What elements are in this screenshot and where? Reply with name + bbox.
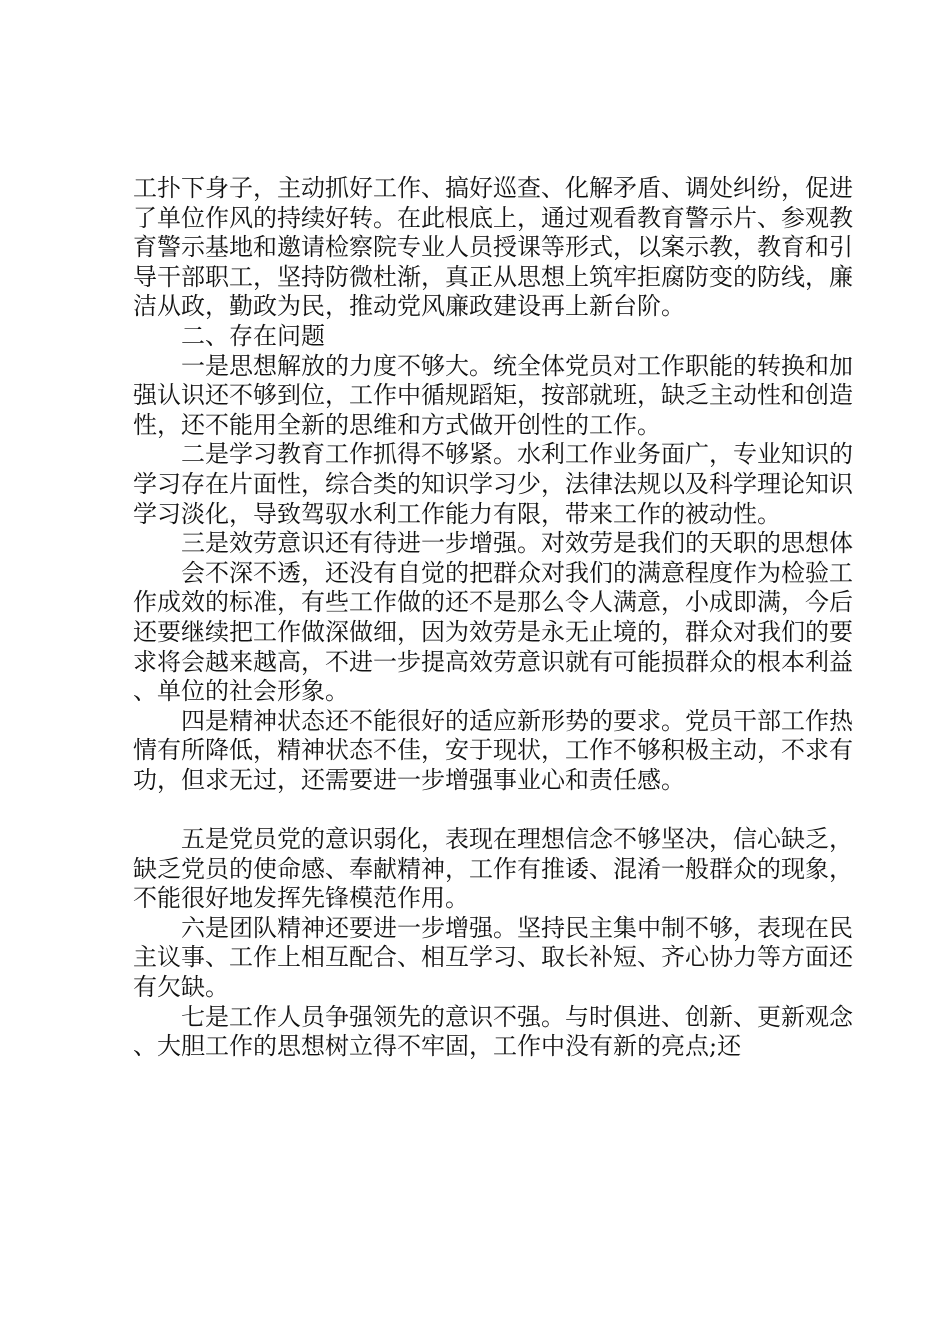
paragraph-problem-2: 二是学习教育工作抓得不够紧。水利工作业务面广，专业知识的学习存在片面性，综合类的知识学习少，法律法规以及科学理论知识学习淡化，导致驾驭水利工作能力有限，带来工作的被动性。 [133,440,853,528]
document-body [133,174,853,1062]
paragraph-spacer [133,795,853,825]
paragraph-problem-1: 一是思想解放的力度不够大。统全体党员对工作职能的转换和加强认识还不够到位，工作中循规蹈矩，按部就班，缺乏主动性和创造性，还不能用全新的思维和方式做开创性的工作。 [133,351,853,439]
paragraph-problem-7: 七是工作人员争强领先的意识不强。与时俱进、创新、更新观念、大胆工作的思想树立得不牢固，工作中没有新的亮点;还 [133,1002,853,1061]
paragraph-problem-3: 三是效劳意识还有待进一步增强。对效劳是我们的天职的思想体 [181,529,853,558]
paragraph-problem-6: 六是团队精神还要进一步增强。坚持民主集中制不够，表现在民主议事、工作上相互配合、相互学习、取长补短、齐心协力等方面还有欠缺。 [133,913,853,1002]
paragraph-continuation: 工扑下身子，主动抓好工作、搞好巡查、化解矛盾、调处纠纷，促进了单位作风的持续好转。在此根底上，通过观看教育警示片、参观教育警示基地和邀请检察院专业人员授课等形式，以案示教，教育和引导干部职工，坚持防微杜渐，真正从思想上筑牢拒腐防变的防线，廉洁从政，勤政为民，推动党风廉政建设再上新台阶。 [133,174,853,321]
paragraph-problem-3-continued: 会不深不透，还没有自觉的把群众对我们的满意程度作为检验工作成效的标准，有些工作做的还不是那么令人满意，小成即满，今后还要继续把工作做深做细，因为效劳是永无止境的，群众对我们的要求将会越来越高，不进一步提高效劳意识就有可能损群众的根本利益、单位的社会形象。 [133,558,853,706]
paragraph-problem-4: 四是精神状态还不能很好的适应新形势的要求。党员干部工作热情有所降低，精神状态不佳，安于现状，工作不够积极主动，不求有功，但求无过，还需要进一步增强事业心和责任感。 [133,706,853,794]
section-heading-problems: 二、存在问题 [181,321,325,350]
paragraph-problem-5: 五是党员党的意识弱化，表现在理想信念不够坚决，信心缺乏，缺乏党员的使命感、奉献精神，工作有推诿、混淆一般群众的现象，不能很好地发挥先锋模范作用。 [133,825,853,913]
